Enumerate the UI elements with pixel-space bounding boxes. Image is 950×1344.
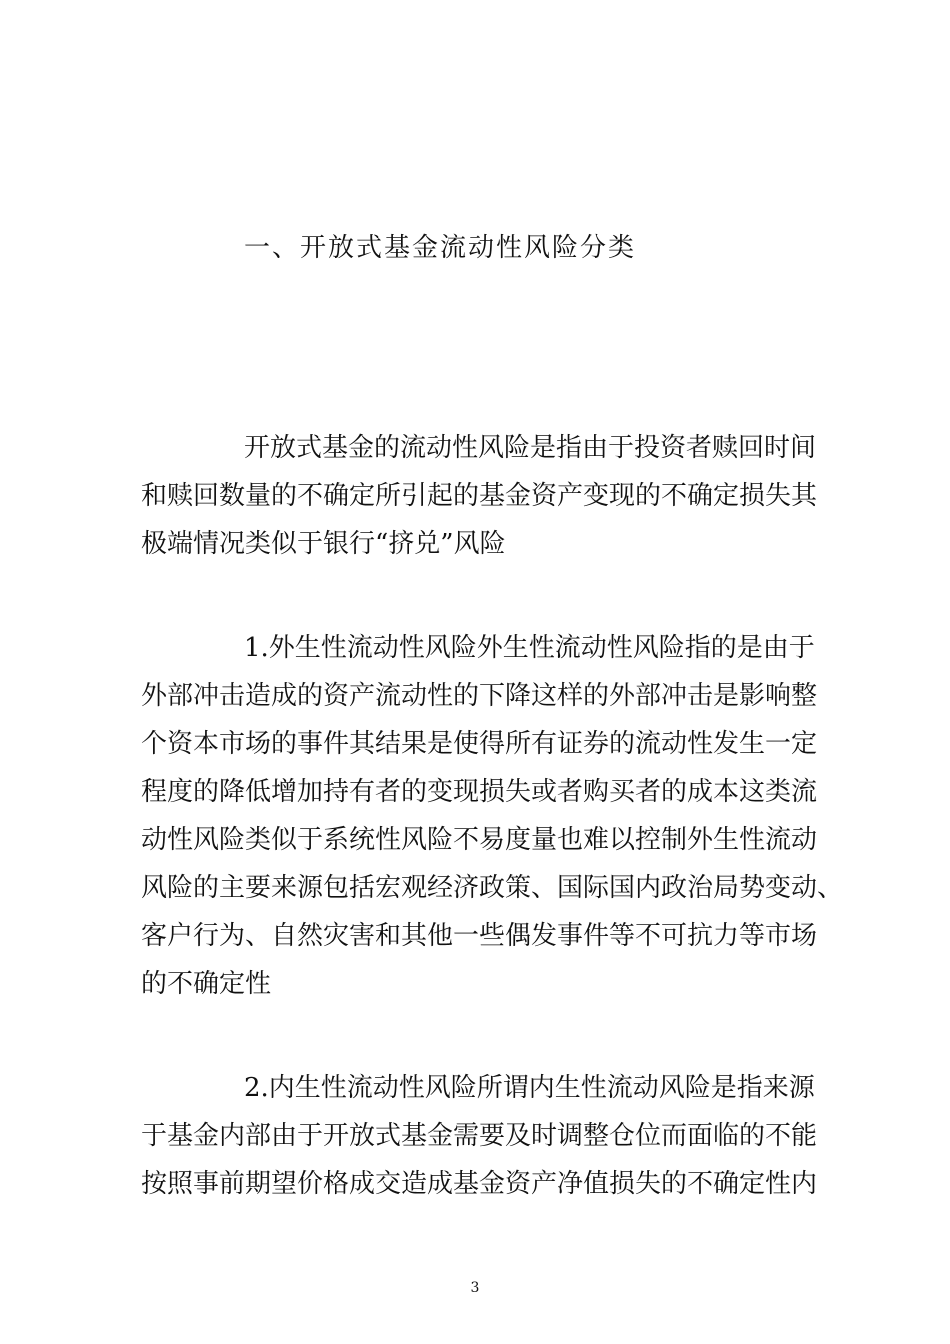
paragraph-3-line-1: 2.内生性流动性风险所谓内生性流动风险是指来源 [244, 1073, 815, 1103]
section-heading: 一、开放式基金流动性风险分类 [244, 233, 637, 263]
paragraph-2-line-5: 动性风险类似于系统性风险不易度量也难以控制外生性流动 [141, 825, 818, 855]
paragraph-1-line-2: 和赎回数量的不确定所引起的基金资产变现的不确定损失其 [141, 481, 818, 511]
paragraph-3-line-3: 按照事前期望价格成交造成基金资产净值损失的不确定性内 [141, 1169, 818, 1199]
paragraph-1-line-3: 极端情况类似于银行“挤兑”风险 [141, 529, 506, 559]
page-number: 3 [470, 1280, 480, 1296]
paragraph-1-line-1: 开放式基金的流动性风险是指由于投资者赎回时间 [244, 433, 817, 463]
paragraph-2-line-4: 程度的降低增加持有者的变现损失或者购买者的成本这类流 [141, 777, 818, 807]
paragraph-2-line-1: 1.外生性流动性风险外生性流动性风险指的是由于 [244, 633, 815, 663]
paragraph-2-line-2: 外部冲击造成的资产流动性的下降这样的外部冲击是影响整 [141, 681, 818, 711]
paragraph-2-line-6: 风险的主要来源包括宏观经济政策、国际国内政治局势变动、 [141, 873, 844, 903]
paragraph-2-line-8: 的不确定性 [141, 969, 272, 999]
paragraph-2-line-7: 客户行为、自然灾害和其他一些偶发事件等不可抗力等市场 [141, 921, 818, 951]
paragraph-2-line-3: 个资本市场的事件其结果是使得所有证券的流动性发生一定 [141, 729, 818, 759]
paragraph-3-line-2: 于基金内部由于开放式基金需要及时调整仓位而面临的不能 [141, 1121, 818, 1151]
